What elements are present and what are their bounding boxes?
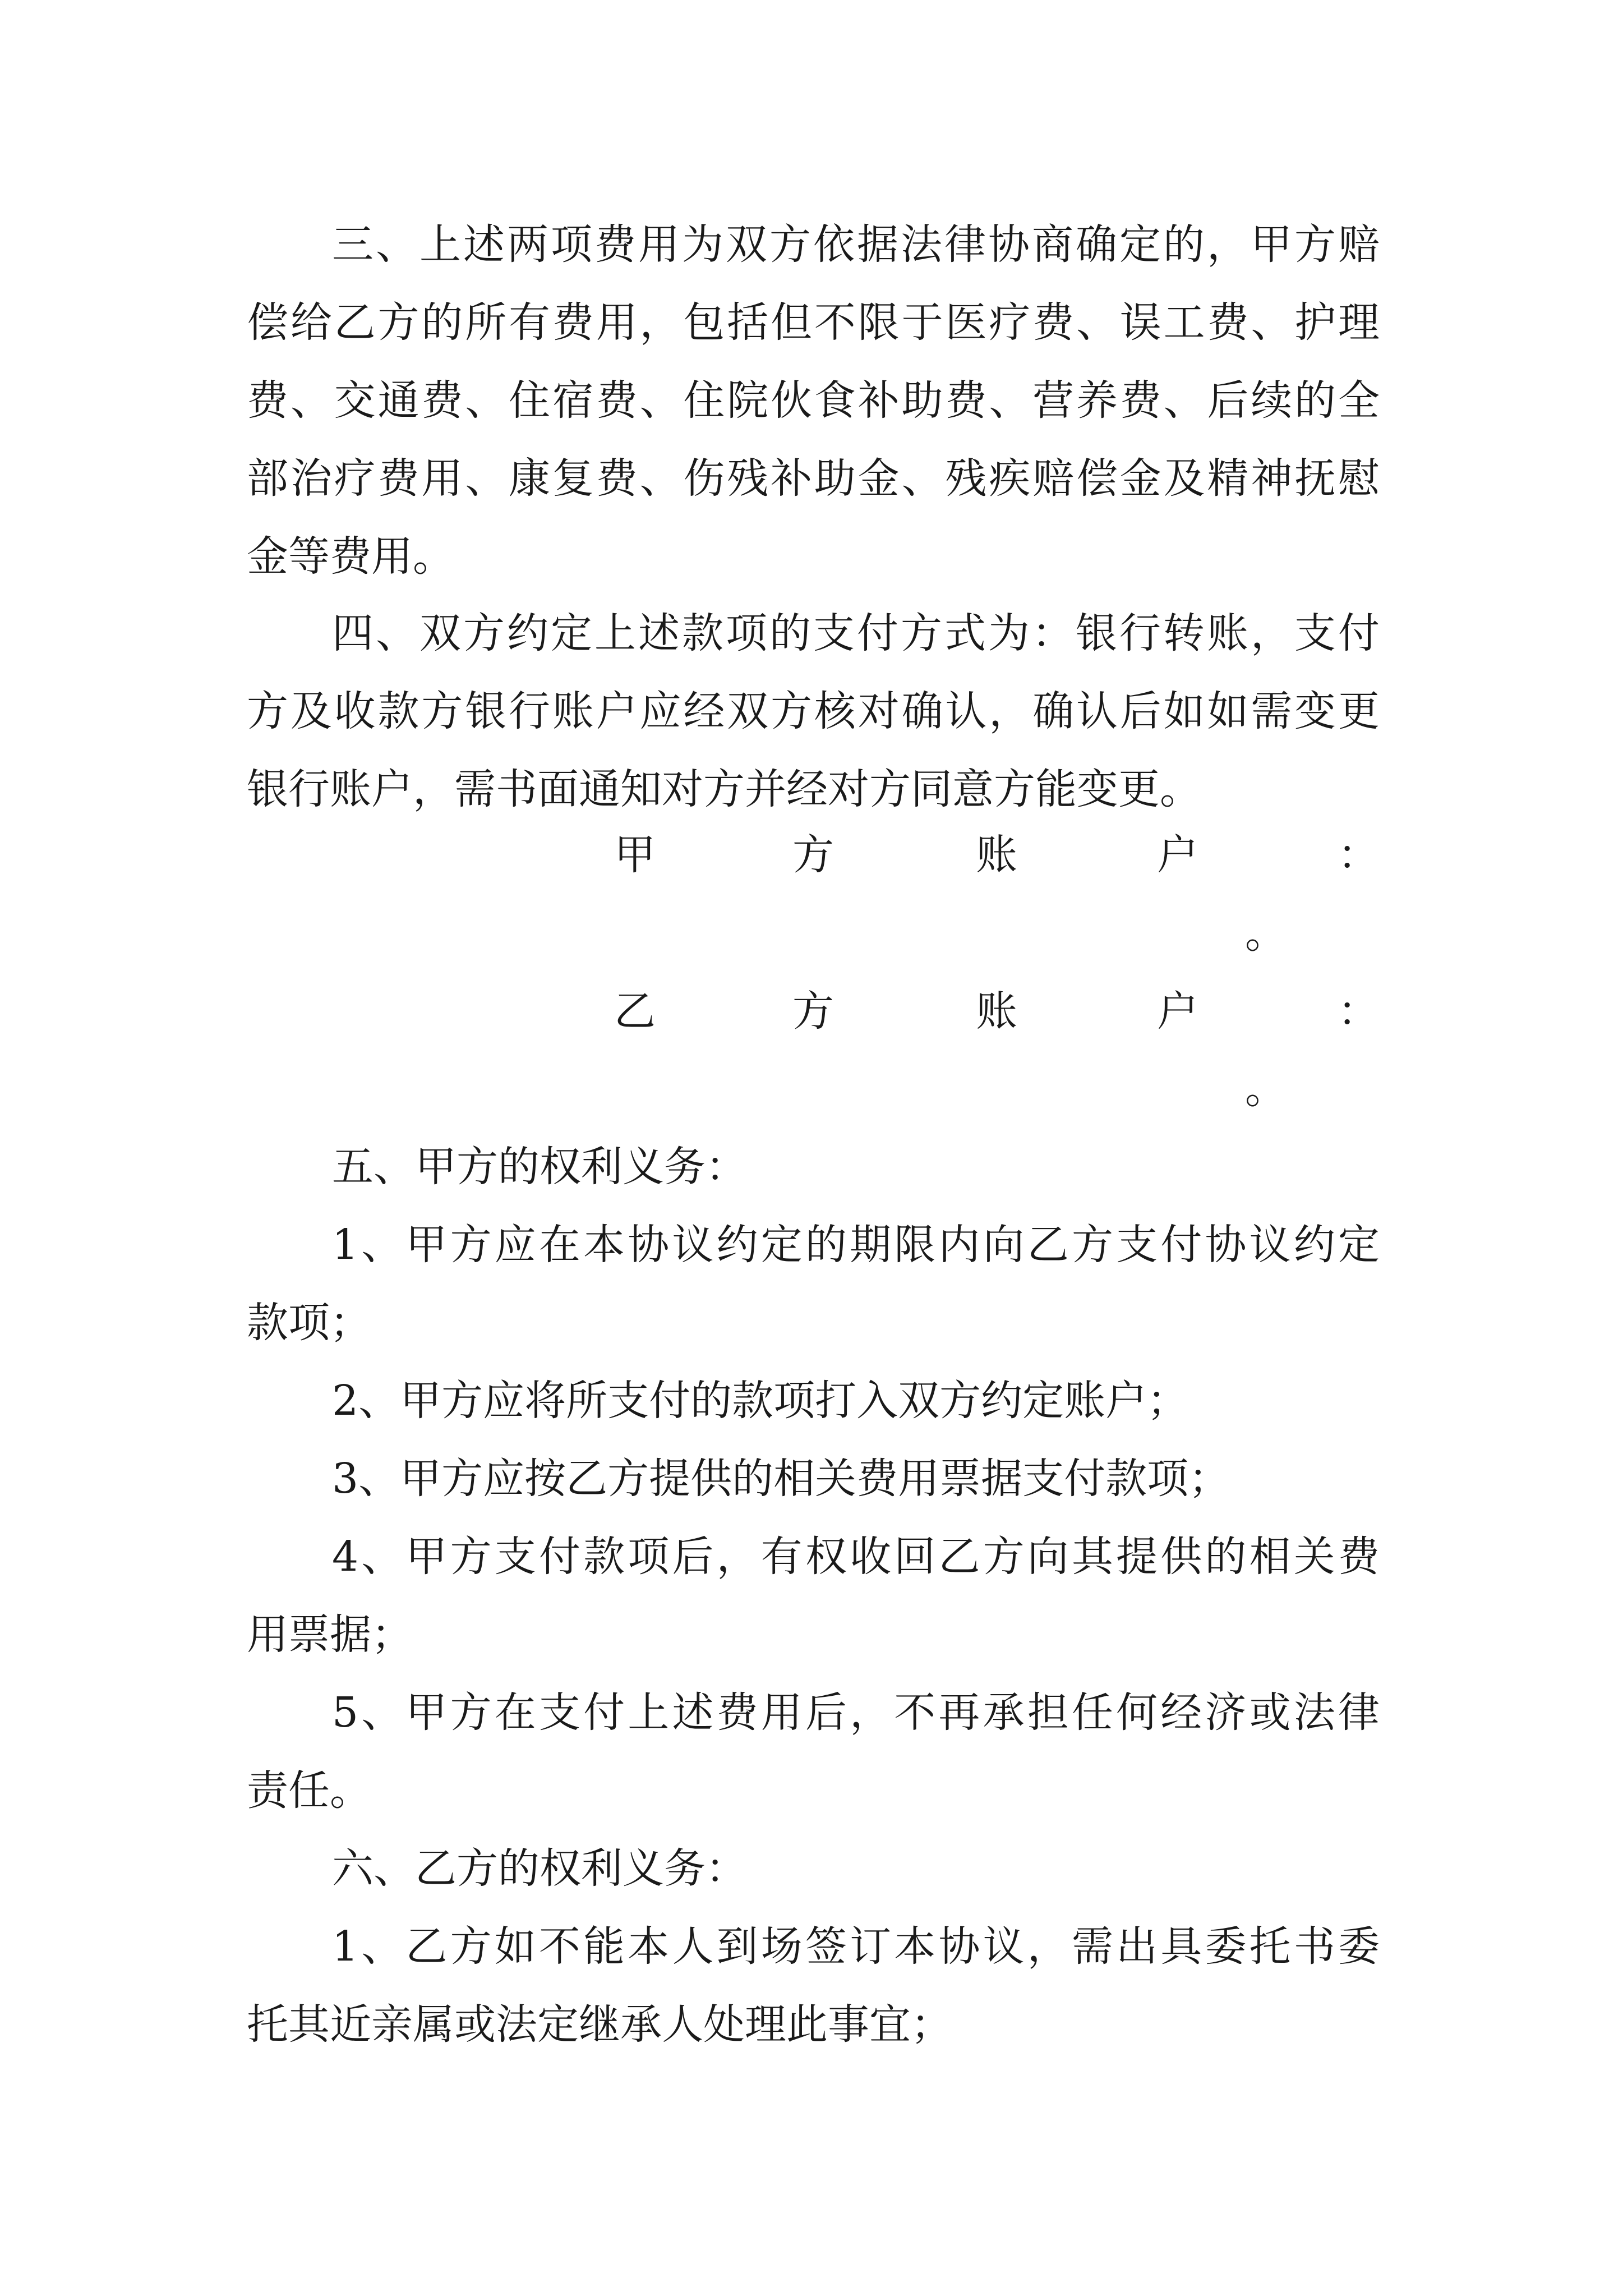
clause4-line-3: 银行账户，需书面通知对方并经对方同意方能变更。 [247, 765, 1201, 813]
account-a-colon: ： [1338, 831, 1379, 879]
account-a-line [614, 828, 1380, 882]
clause6-item1-line-1: 1、乙方如不能本人到场签订本协议，需出具委托书委 [332, 1922, 1380, 1971]
clause5-item5-line-2: 责任。 [247, 1766, 371, 1815]
account-b-colon: ： [1338, 987, 1379, 1036]
clause4-line-1: 四、双方约定上述款项的支付方式为：银行转账，支付 [332, 609, 1380, 657]
clause5-item1-line-1: 1、甲方应在本协议约定的期限内向乙方支付协议约定 [332, 1221, 1380, 1269]
account-a-end: 。 [1245, 909, 1287, 958]
clause6-title: 六、乙方的权利义务： [332, 1844, 747, 1893]
clause4-line-2: 方及收款方银行账户应经双方核对确认，确认后如如需变更 [247, 687, 1380, 735]
account-b-char-1: 乙 [614, 987, 656, 1036]
clause3-line-1: 三、上述两项费用为双方依据法律协商确定的，甲方赔 [332, 220, 1380, 269]
clause3-line-4: 部治疗费用、康复费、伤残补助金、残疾赔偿金及精神抚慰 [247, 454, 1380, 503]
clause3-line-2: 偿给乙方的所有费用，包括但不限于医疗费、误工费、护理 [247, 298, 1380, 347]
account-b-char-4: 户 [1157, 987, 1198, 1036]
account-a-char-2: 方 [792, 831, 834, 879]
account-b-line [614, 984, 1380, 1038]
clause5-item5-line-1: 5、甲方在支付上述费用后，不再承担任何经济或法律 [332, 1688, 1380, 1737]
account-b-char-2: 方 [792, 987, 834, 1036]
clause5-item3: 3、甲方应按乙方提供的相关费用票据支付款项； [332, 1455, 1230, 1503]
clause3-line-5: 金等费用。 [247, 532, 454, 581]
clause5-item4-line-2: 用票据； [247, 1611, 413, 1659]
clause5-item2: 2、甲方应将所支付的款项打入双方约定账户； [332, 1377, 1189, 1425]
clause5-title: 五、甲方的权利义务： [332, 1143, 747, 1191]
clause6-item1-line-2: 托其近亲属或法定继承人处理此事宜； [247, 2000, 952, 2049]
account-b-end: 。 [1245, 1065, 1287, 1113]
account-a-char-1: 甲 [614, 831, 656, 879]
clause5-item4-line-1: 4、甲方支付款项后，有权收回乙方向其提供的相关费 [332, 1533, 1380, 1581]
clause5-item1-line-2: 款项； [247, 1299, 371, 1347]
clause3-line-3: 费、交通费、住宿费、住院伙食补助费、营养费、后续的全 [247, 376, 1380, 425]
account-b-char-3: 账 [976, 987, 1017, 1036]
account-a-char-4: 户 [1157, 831, 1198, 879]
account-a-char-3: 账 [976, 831, 1017, 879]
